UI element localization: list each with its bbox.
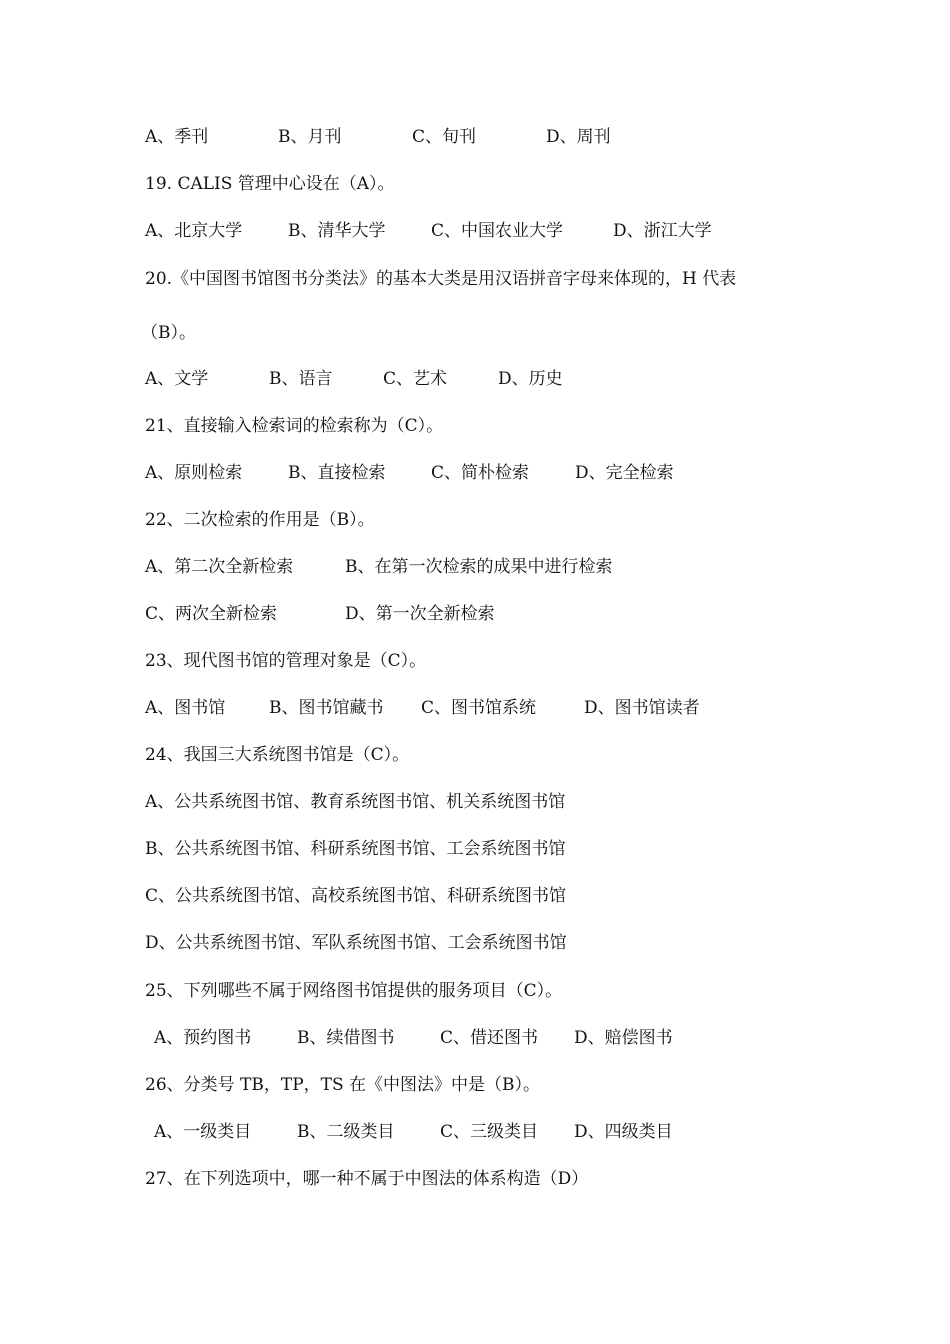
q26-question: 26、分类号 TB，TP，TS 在《中图法》中是（B）。 <box>145 1075 541 1095</box>
q21-question: 21、直接输入检索词的检索称为（C）。 <box>145 416 444 436</box>
q26-option-a: A、一级类目 <box>154 1122 252 1142</box>
q21-option-b: B、直接检索 <box>288 463 386 483</box>
q18-option-b: B、月刊 <box>278 127 342 147</box>
q19-option-a: A、北京大学 <box>145 221 243 241</box>
q18-option-a: A、季刊 <box>145 127 209 147</box>
q26-option-c: C、三级类目 <box>440 1122 539 1142</box>
q22-option-a: A、第二次全新检索 <box>145 557 294 577</box>
q25-option-c: C、借还图书 <box>440 1028 539 1048</box>
q25-option-b: B、续借图书 <box>297 1028 395 1048</box>
q23-option-c: C、图书馆系统 <box>421 698 537 718</box>
q24-option-c: C、公共系统图书馆、高校系统图书馆、科研系统图书馆 <box>145 886 567 906</box>
q22-question: 22、二次检索的作用是（B）。 <box>145 510 375 530</box>
q20-option-a: A、文学 <box>145 369 209 389</box>
q23-option-d: D、图书馆读者 <box>584 698 700 718</box>
q24-question: 24、我国三大系统图书馆是（C）。 <box>145 745 410 765</box>
q19-option-c: C、中国农业大学 <box>431 221 564 241</box>
q23-question: 23、现代图书馆的管理对象是（C）。 <box>145 651 427 671</box>
q20-option-c: C、艺术 <box>383 369 448 389</box>
q24-option-b: B、公共系统图书馆、科研系统图书馆、工会系统图书馆 <box>145 839 566 859</box>
q26-option-b: B、二级类目 <box>297 1122 395 1142</box>
q20-option-b: B、语言 <box>269 369 333 389</box>
q20-option-d: D、历史 <box>498 369 563 389</box>
q22-option-c: C、两次全新检索 <box>145 604 278 624</box>
q22-option-b: B、在第一次检索的成果中进行检索 <box>345 557 613 577</box>
q19-option-b: B、清华大学 <box>288 221 386 241</box>
q20-question-line1: 20.《中国图书馆图书分类法》的基本大类是用汉语拼音字母来体现的，H 代表 <box>145 269 737 289</box>
q26-option-d: D、四级类目 <box>574 1122 673 1142</box>
q23-option-b: B、图书馆藏书 <box>269 698 384 718</box>
q19-option-d: D、浙江大学 <box>613 221 712 241</box>
q27-question: 27、在下列选项中，哪一种不属于中图法的体系构造（D） <box>145 1169 589 1189</box>
q21-option-c: C、简朴检索 <box>431 463 530 483</box>
q24-option-d: D、公共系统图书馆、军队系统图书馆、工会系统图书馆 <box>145 933 567 953</box>
q23-option-a: A、图书馆 <box>145 698 226 718</box>
q19-question: 19. CALIS 管理中心设在（A）。 <box>145 174 395 194</box>
q24-option-a: A、公共系统图书馆、教育系统图书馆、机关系统图书馆 <box>145 792 566 812</box>
q20-question-line2: （B）。 <box>141 323 196 343</box>
q25-question: 25、下列哪些不属于网络图书馆提供的服务项目（C）。 <box>145 981 563 1001</box>
q21-option-a: A、原则检索 <box>145 463 243 483</box>
q18-option-d: D、周刊 <box>546 127 611 147</box>
q25-option-d: D、赔偿图书 <box>574 1028 673 1048</box>
q21-option-d: D、完全检索 <box>575 463 674 483</box>
q25-option-a: A、预约图书 <box>154 1028 252 1048</box>
q18-option-c: C、旬刊 <box>412 127 477 147</box>
q22-option-d: D、第一次全新检索 <box>345 604 495 624</box>
